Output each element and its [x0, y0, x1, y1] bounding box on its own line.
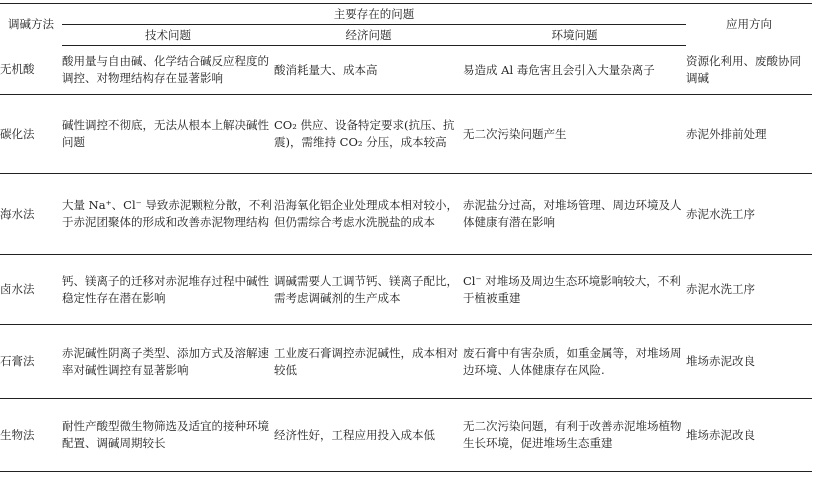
- env-cell: 易造成 Al 毒危害且会引入大量杂离子: [463, 46, 686, 95]
- econ-cell: 酸消耗量大、成本高: [274, 46, 463, 95]
- env-header: 环境问题: [463, 25, 686, 46]
- table-row: [0, 325, 812, 399]
- method-cell: 无机酸: [0, 46, 62, 95]
- application-cell: 赤泥水洗工序: [686, 255, 812, 325]
- method-cell: 卤水法: [0, 255, 62, 325]
- problems-group-header: 主要存在的问题: [62, 4, 686, 25]
- tech-cell: 钙、镁离子的迁移对赤泥堆存过程中碱性稳定性存在潜在影响: [62, 255, 274, 325]
- env-cell: 无二次污染问题产生: [463, 95, 686, 174]
- application-cell: 资源化利用、废酸协同调碱: [686, 46, 812, 95]
- table-row: [0, 95, 812, 174]
- table-row: [0, 46, 812, 95]
- comparison-table: [0, 3, 812, 472]
- method-cell: 石膏法: [0, 325, 62, 399]
- tech-cell: 赤泥碱性阴离子类型、添加方式及溶解速率对碱性调控有显著影响: [62, 325, 274, 399]
- tech-header: 技术问题: [62, 25, 274, 46]
- env-cell: 无二次污染问题，有利于改善赤泥堆场植物生长环境，促进堆场生态重建: [463, 399, 686, 472]
- env-cell: Cl⁻ 对堆场及周边生态环境影响较大，不利于植被重建: [463, 255, 686, 325]
- method-header: 调碱方法: [0, 4, 62, 46]
- tech-cell: 耐性产酸型微生物筛选及适宜的接种环境配置、调碱周期较长: [62, 399, 274, 472]
- econ-cell: 沿海氧化铝企业处理成本相对较小，但仍需综合考虑水洗脱盐的成本: [274, 174, 463, 255]
- table-row: [0, 174, 812, 255]
- tech-cell: 碱性调控不彻底，无法从根本上解决碱性问题: [62, 95, 274, 174]
- econ-header: 经济问题: [274, 25, 463, 46]
- env-cell: 赤泥盐分过高，对堆场管理、周边环境及人体健康有潜在影响: [463, 174, 686, 255]
- table-row: [0, 255, 812, 325]
- application-header: 应用方向: [686, 4, 812, 46]
- tech-cell: 酸用量与自由碱、化学结合碱反应程度的调控、对物理结构存在显著影响: [62, 46, 274, 95]
- method-cell: 海水法: [0, 174, 62, 255]
- table-header: [0, 4, 812, 46]
- econ-cell: 经济性好，工程应用投入成本低: [274, 399, 463, 472]
- tech-cell: 大量 Na⁺、Cl⁻ 导致赤泥颗粒分散，不利于赤泥团聚体的形成和改善赤泥物理结构: [62, 174, 274, 255]
- env-cell: 废石膏中有害杂质，如重金属等，对堆场周边环境、人体健康存在风险.: [463, 325, 686, 399]
- econ-cell: CO₂ 供应、设备特定要求(抗压、抗震)，需维持 CO₂ 分压，成本较高: [274, 95, 463, 174]
- application-cell: 赤泥外排前处理: [686, 95, 812, 174]
- method-cell: 生物法: [0, 399, 62, 472]
- econ-cell: 调碱需要人工调节钙、镁离子配比，需考虑调碱剂的生产成本: [274, 255, 463, 325]
- table-row: [0, 399, 812, 472]
- application-cell: 堆场赤泥改良: [686, 325, 812, 399]
- econ-cell: 工业废石膏调控赤泥碱性，成本相对较低: [274, 325, 463, 399]
- table-body: [0, 46, 812, 472]
- application-cell: 赤泥水洗工序: [686, 174, 812, 255]
- application-cell: 堆场赤泥改良: [686, 399, 812, 472]
- method-cell: 碳化法: [0, 95, 62, 174]
